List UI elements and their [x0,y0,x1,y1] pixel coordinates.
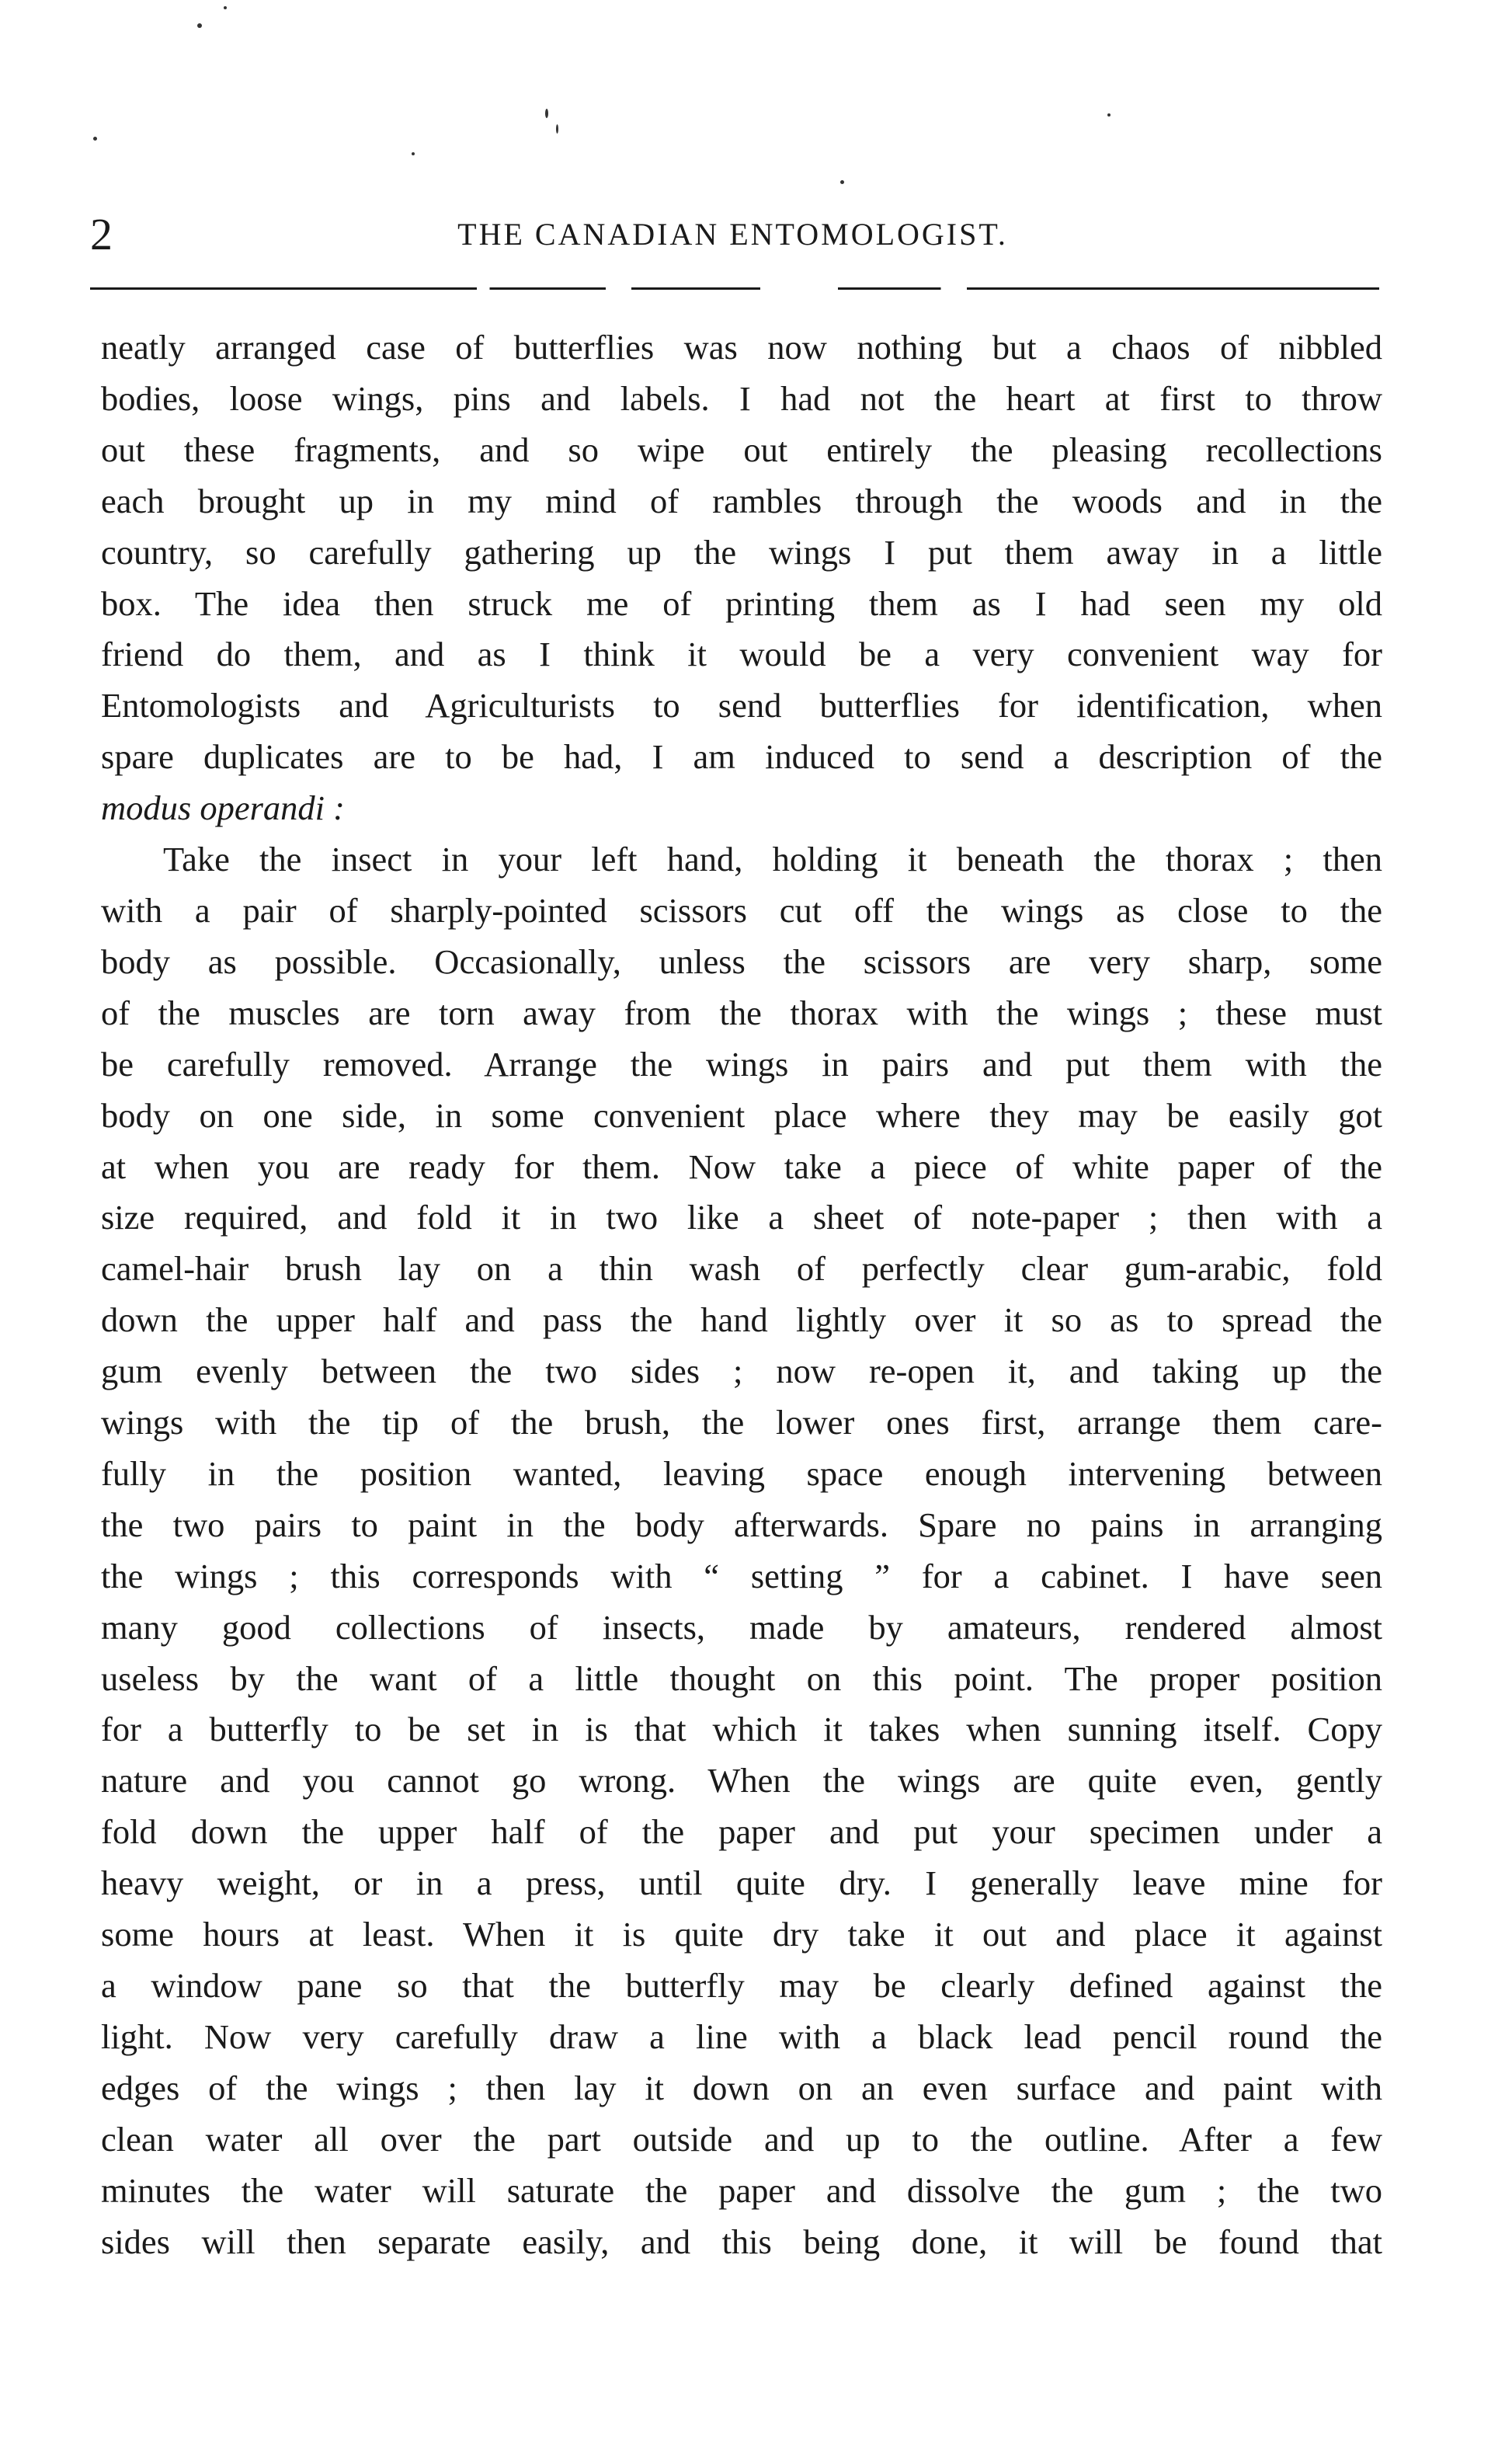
text-line: each brought up in my mind of rambles through the woods and in the [101,481,1382,520]
text-line: wings with the tip of the brush, the lower ones first, arrange them care- [101,1403,1382,1442]
page-number: 2 [90,209,113,259]
running-title: THE CANADIAN ENTOMOLOGIST. [457,217,1008,252]
text-line: many good collections of insects, made by amateurs, rendered almost [101,1607,1382,1647]
print-speck [197,23,202,28]
text-line: fully in the position wanted, leaving space enough intervening between [101,1453,1382,1493]
print-speck [840,180,844,184]
paragraph-1 [101,322,1382,834]
text-line: country, so carefully gathering up the wings I put them away in a little [101,532,1382,572]
text-line: down the upper half and pass the hand lightly over it so as to spread the [101,1300,1382,1340]
text-line: out these fragments, and so wipe out entirely the pleasing recollections [101,430,1382,469]
paragraph-2 [101,834,1382,2267]
print-speck [545,109,548,118]
text-line: nature and you cannot go wrong. When the wings are quite even, gently [101,1761,1382,1801]
print-speck [224,6,227,9]
print-speck [556,124,558,134]
text-line: the wings ; this corresponds with “ setting ” for a cabinet. I have seen [101,1556,1382,1595]
text-line: heavy weight, or in a press, until quite dry. I generally leave mine for [101,1863,1382,1903]
text-line: of the muscles are torn away from the thorax with the wings ; these must [101,993,1382,1032]
text-line: a window pane so that the butterfly may be clearly defined against the [101,1966,1382,2005]
text-line: for a butterfly to be set in is that which it takes when sunning itself. Copy [101,1710,1382,1749]
text-line: some hours at least. When it is quite dry take it out and place it against [101,1915,1382,1954]
text-line: be carefully removed. Arrange the wings in pairs and put them with the [101,1044,1382,1084]
print-speck [93,137,97,141]
text-line: the two pairs to paint in the body afterwards. Spare no pains in arranging [101,1505,1382,1544]
text-line: friend do them, and as I think it would be a very convenient way for [101,635,1382,674]
text-line: fold down the upper half of the paper and put your specimen under a [101,1812,1382,1852]
print-speck [412,152,415,155]
page-header [90,204,1375,266]
text-line: camel-hair brush lay on a thin wash of perfectly clear gum-arabic, fold [101,1249,1382,1289]
text-line: sides will then separate easily, and this being done, it will be found that [101,2222,1382,2261]
text-line: spare duplicates are to be had, I am induced to send a description of the [101,737,1382,777]
text-line: Take the insect in your left hand, holding it beneath the thorax ; then [163,840,1382,879]
text-line: neatly arranged case of butterflies was now nothing but a chaos of nibbled [101,328,1382,367]
text-line: edges of the wings ; then lay it down on an even surface and paint with [101,2068,1382,2107]
text-line: light. Now very carefully draw a line with a black lead pencil round the [101,2016,1382,2056]
text-line: body on one side, in some convenient place where they may be easily got [101,1095,1382,1135]
text-line: at when you are ready for them. Now take a piece of white paper of the [101,1146,1382,1186]
text-line: clean water all over the part outside and up to the outline. After a few [101,2119,1382,2159]
text-line: body as possible. Occasionally, unless the scissors are very sharp, some [101,941,1382,981]
article-body [101,322,1382,2267]
text-line: useless by the want of a little thought on this point. The proper position [101,1658,1382,1698]
text-line: bodies, loose wings, pins and labels. I had not the heart at first to throw [101,378,1382,418]
italic-phrase: modus operandi : [101,788,345,828]
text-line: Entomologists and Agriculturists to send butterflies for identification, when [101,686,1382,725]
text-line: gum evenly between the two sides ; now re-open it, and taking up the [101,1352,1382,1391]
text-line: minutes the water will saturate the paper and dissolve the gum ; the two [101,2170,1382,2210]
header-rule [90,287,1379,290]
text-line: box. The idea then struck me of printing them as I had seen my old [101,583,1382,623]
text-line: size required, and fold it in two like a sheet of note-paper ; then with a [101,1198,1382,1237]
print-speck [1107,113,1111,117]
text-line: with a pair of sharply-pointed scissors cut off the wings as close to the [101,890,1382,930]
